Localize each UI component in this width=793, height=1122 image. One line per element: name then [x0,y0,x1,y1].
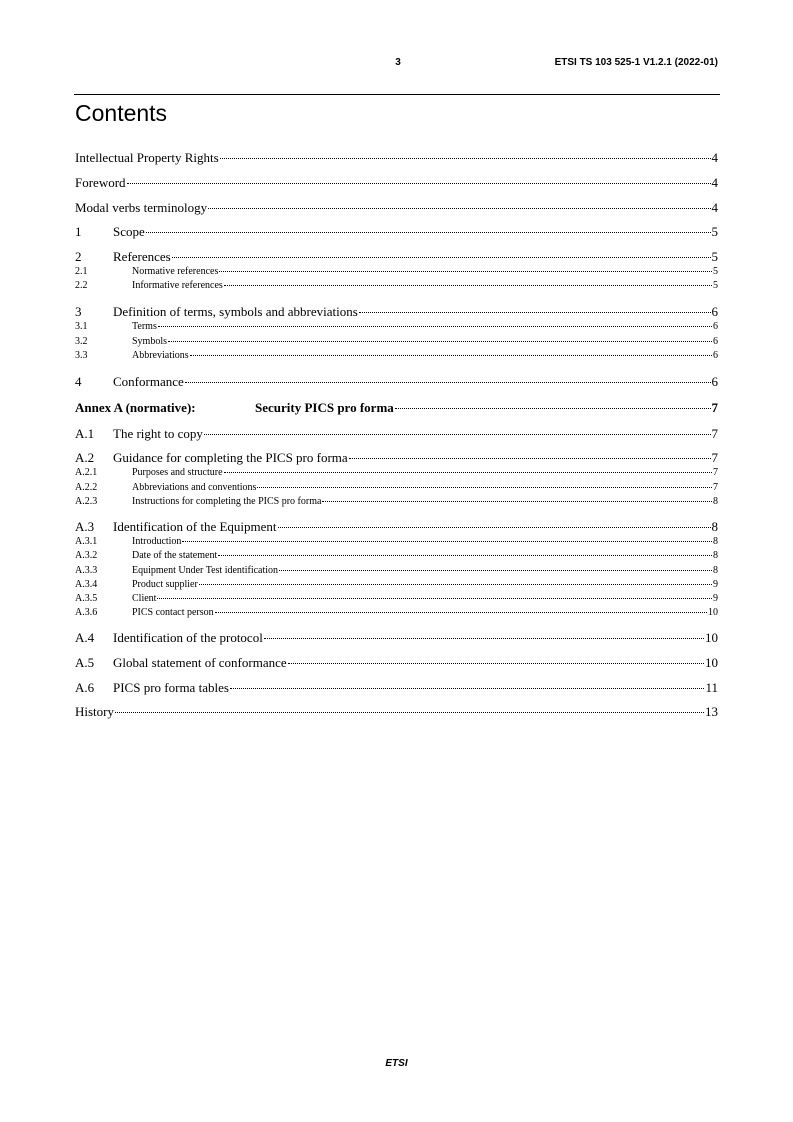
toc-entry-number: A.3 [75,519,95,534]
toc-dot-leader [230,688,705,689]
toc-entry[interactable] [75,320,718,333]
toc-entry[interactable] [75,466,718,479]
toc-entry-title: Date of the statement [132,550,218,561]
page-number: 3 [395,57,401,68]
toc-dot-leader [182,541,712,542]
toc-entry-number: 2.2 [75,280,88,291]
toc-entry-title: Informative references [132,280,223,291]
toc-entry-page: 8 [713,550,718,561]
toc-entry-title: Symbols [132,336,168,347]
toc-entry-page: 7 [713,482,718,493]
toc-dot-leader [172,257,711,258]
toc-dot-leader [395,408,711,409]
toc-entry-title: Security PICS pro forma [255,400,394,415]
toc-entry-page: 8 [713,496,718,507]
toc-entry-page: 7 [713,467,718,478]
toc-dot-leader [215,612,707,613]
toc-entry-page: 5 [713,280,718,291]
toc-entry-title: Identification of the protocol [113,630,263,645]
toc-dot-leader [168,341,712,342]
toc-entry-title: Instructions for completing the PICS pro forma [132,496,322,507]
toc-entry-page: 6 [711,374,718,389]
toc-entry-page: 5 [713,266,718,277]
toc-entry[interactable] [75,680,718,696]
document-identifier: ETSI TS 103 525-1 V1.2.1 (2022-01) [554,57,718,68]
toc-entry-number: A.3.4 [75,579,98,590]
toc-dot-leader [224,472,712,473]
toc-dot-leader [115,712,704,713]
toc-entry[interactable] [75,564,718,577]
toc-entry-number: A.3.2 [75,550,98,561]
toc-dot-leader [220,158,711,159]
toc-entry-title: Guidance for completing the PICS pro forma [113,450,348,465]
toc-entry[interactable] [75,481,718,494]
toc-entry-page: 7 [711,400,718,415]
toc-entry-number: A.2 [75,450,95,465]
toc-entry-page: 8 [711,519,718,534]
toc-entry[interactable] [75,249,718,265]
toc-dot-leader [288,663,704,664]
toc-dot-leader [349,458,711,459]
toc-dot-leader [208,208,710,209]
toc-dot-leader [157,598,712,599]
toc-dot-leader [146,232,711,233]
toc-entry-title: Introduction [132,536,182,547]
toc-entry[interactable] [75,578,718,591]
toc-entry-page: 11 [705,680,718,695]
toc-entry[interactable] [75,495,718,508]
toc-entry-title: Product supplier [132,579,198,590]
toc-entry-title: Normative references [132,266,219,277]
toc-entry-number: A.1 [75,426,95,441]
toc-entry[interactable] [75,279,718,292]
toc-dot-leader [190,355,712,356]
toc-entry-number: A.3.5 [75,593,98,604]
toc-entry[interactable] [75,549,718,562]
toc-entry-page: 5 [711,249,718,264]
toc-entry[interactable] [75,374,718,390]
toc-entry[interactable] [75,200,718,216]
toc-entry-page: 10 [705,655,718,670]
toc-dot-leader [199,584,712,585]
toc-dot-leader [219,271,712,272]
toc-entry-number: 1 [75,224,82,239]
toc-entry[interactable] [75,450,718,466]
toc-entry-title: PICS pro forma tables [113,680,229,695]
toc-entry[interactable] [75,426,718,442]
toc-entry-title: Foreword [75,175,126,190]
toc-entry[interactable] [75,592,718,605]
toc-entry-page: 6 [711,304,718,319]
toc-entry[interactable] [75,304,718,320]
toc-entry-number: A.2.1 [75,467,98,478]
toc-entry-title: Conformance [113,374,184,389]
toc-entry-number: A.2.2 [75,482,98,493]
toc-entry-number: 3.1 [75,321,88,332]
toc-entry-page: 8 [713,565,718,576]
toc-entry-page: 4 [711,200,718,215]
toc-entry-page: 10 [705,630,718,645]
toc-entry[interactable] [75,265,718,278]
toc-entry-title: History [75,704,114,719]
toc-entry-number: A.3.6 [75,607,98,618]
toc-entry[interactable] [75,606,718,619]
page-title: Contents [75,100,168,126]
toc-entry[interactable] [75,175,718,191]
toc-dot-leader [279,570,712,571]
toc-dot-leader [185,382,711,383]
toc-entry-page: 6 [713,321,718,332]
toc-entry-number: A.4 [75,630,95,645]
toc-entry-title: References [113,249,171,264]
toc-entry-title: Intellectual Property Rights [75,150,219,165]
toc-entry-title: The right to copy [113,426,203,441]
toc-entry-page: 9 [713,593,718,604]
toc-entry-page: 5 [711,224,718,239]
toc-entry-page: 6 [713,350,718,361]
toc-entry-number: 2 [75,249,82,264]
toc-entry-page: 6 [713,336,718,347]
toc-entry-title: Client [132,593,157,604]
toc-dot-leader [257,487,712,488]
toc-entry-title: Terms [132,321,157,332]
toc-entry-page: 7 [711,426,718,441]
toc-entry[interactable] [75,335,718,348]
toc-entry-number: Annex A (normative): [75,400,196,415]
toc-entry-number: 3.2 [75,336,88,347]
toc-entry-title: Definition of terms, symbols and abbreviations [113,304,358,319]
footer-logo-text: ETSI [385,1058,408,1069]
toc-dot-leader [278,527,711,528]
toc-entry-number: A.3.3 [75,565,98,576]
toc-entry-title: Modal verbs terminology [75,200,208,215]
toc-entry-number: 3.3 [75,350,88,361]
toc-entry[interactable] [75,349,718,362]
toc-entry[interactable] [75,535,718,548]
toc-entry-title: Abbreviations and conventions [132,482,257,493]
toc-entry-page: 8 [713,536,718,547]
toc-entry-number: 2.1 [75,266,88,277]
header-rule [74,94,720,95]
toc-entry-title: Abbreviations [132,350,189,361]
toc-entry-title: Identification of the Equipment [113,519,277,534]
toc-entry-number: A.5 [75,655,95,670]
toc-dot-leader [264,638,704,639]
toc-dot-leader [158,326,712,327]
toc-entry[interactable] [75,704,718,720]
toc-entry-number: A.3.1 [75,536,98,547]
toc-dot-leader [359,312,711,313]
toc-entry-page: 13 [705,704,718,719]
toc-entry-title: PICS contact person [132,607,214,618]
toc-entry[interactable] [75,150,718,166]
toc-entry[interactable] [75,224,718,240]
toc-dot-leader [322,501,712,502]
toc-entry-number: A.6 [75,680,95,695]
toc-entry-title: Equipment Under Test identification [132,565,279,576]
toc-entry-number: 4 [75,374,82,389]
toc-entry[interactable] [75,519,718,535]
toc-entry[interactable] [75,655,718,671]
toc-entry-number: A.2.3 [75,496,98,507]
toc-dot-leader [204,434,711,435]
toc-entry-title: Global statement of conformance [113,655,287,670]
toc-entry[interactable] [75,400,718,416]
toc-dot-leader [224,285,712,286]
toc-entry[interactable] [75,630,718,646]
toc-entry-number: 3 [75,304,82,319]
toc-entry-title: Scope [113,224,145,239]
toc-dot-leader [218,555,712,556]
toc-entry-page: 9 [713,579,718,590]
toc-entry-title: Purposes and structure [132,467,223,478]
toc-dot-leader [127,183,711,184]
toc-entry-page: 4 [711,175,718,190]
toc-entry-page: 7 [711,450,718,465]
toc-entry-page: 4 [711,150,718,165]
toc-entry-page: 10 [708,607,718,618]
